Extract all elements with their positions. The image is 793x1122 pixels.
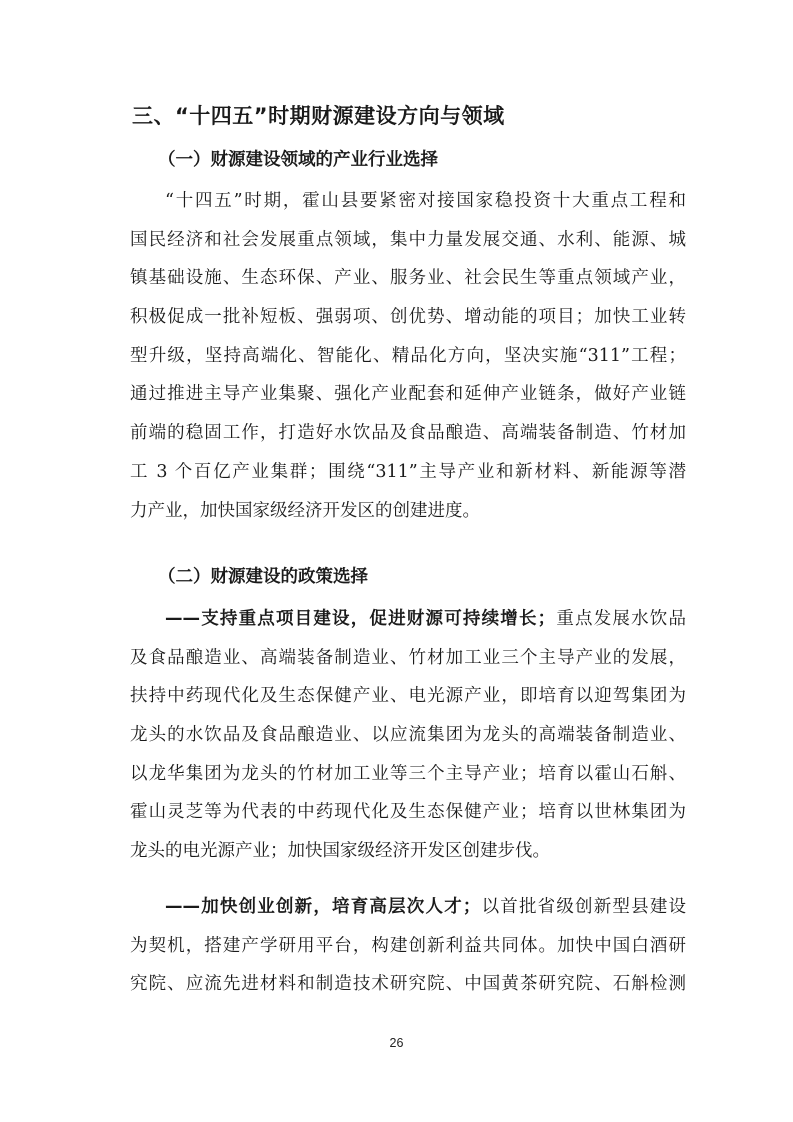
policy-lead-rest: 以首批省级创新型县建设 [480,897,687,917]
paragraph-line: 龙头的电光源产业；加快国家级经济开发区创建步伐。 [130,841,550,862]
paragraph-line: 究院、应流先进材料和制造技术研究院、中国黄茶研究院、石斛检测 [130,974,686,995]
section2-paragraph-1 [130,600,686,871]
policy-lead-bold: ——加快创业创新，培育高层次人才； [165,897,481,917]
paragraph-line: 型升级，坚持高端化、智能化、精品化方向，坚决实施“311”工程； [130,345,686,366]
paragraph-line: 扶持中药现代化及生态保健产业、电光源产业，即培育以迎驾集团为 [130,686,686,707]
section2-paragraph-2 [130,888,686,1004]
paragraph-line [130,888,686,927]
main-heading: 三、“十四五”时期财源建设方向与领域 [132,104,505,128]
paragraph-line: “十四五”时期，霍山县要紧密对接国家稳投资十大重点工程和 [165,191,686,211]
section1-paragraph [130,182,686,530]
paragraph-line: 国民经济和社会发展重点领域，集中力量发展交通、水利、能源、城 [130,229,686,250]
paragraph-line: 工 3 个百亿产业集群；围绕“311”主导产业和新材料、新能源等潜 [130,461,686,482]
paragraph-line: 霍山灵芝等为代表的中药现代化及生态保健产业；培育以世林集团为 [130,802,686,823]
paragraph-line: 力产业，加快国家级经济开发区的创建进度。 [130,500,480,521]
page-number: 26 [389,1036,404,1050]
policy-lead-rest: 重点发展水饮品 [555,609,687,629]
section1-heading: （一）财源建设领域的产业行业选择 [158,150,438,170]
paragraph-line: 通过推进主导产业集聚、强化产业配套和延伸产业链条，做好产业链 [130,384,686,405]
paragraph-line: 及食品酿造业、高端装备制造业、竹材加工业三个主导产业的发展， [130,647,686,668]
paragraph-line: 以龙华集团为龙头的竹材加工业等三个主导产业；培育以霍山石斛、 [130,763,686,784]
paragraph-line: 积极促成一批补短板、强弱项、创优势、增动能的项目；加快工业转 [130,307,686,328]
paragraph-line: 龙头的水饮品及食品酿造业、以应流集团为龙头的高端装备制造业、 [130,725,686,746]
paragraph-line: 为契机，搭建产学研用平台，构建创新利益共同体。加快中国白酒研 [130,935,686,956]
section2-heading: （二）财源建设的政策选择 [158,567,368,587]
paragraph-line: 镇基础设施、生态环保、产业、服务业、社会民生等重点领域产业， [130,268,686,289]
paragraph-line: 前端的稳固工作，打造好水饮品及食品酿造、高端装备制造、竹材加 [130,423,686,444]
paragraph-line [130,600,686,639]
policy-lead-bold: ——支持重点项目建设，促进财源可持续增长； [165,609,556,629]
